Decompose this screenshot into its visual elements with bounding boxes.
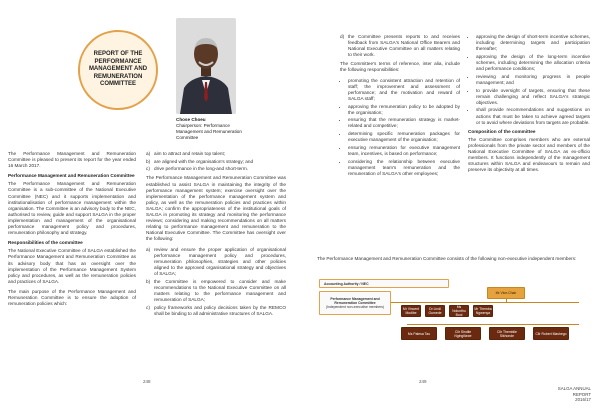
chairperson-photo bbox=[176, 18, 236, 114]
committee-box: Performance Management and Remuneration Committee (Independent non-executive members) bbox=[319, 291, 391, 315]
page-number-left: 248 bbox=[143, 379, 151, 384]
list-item: • approving the design of the long-term incentive schemes, including determining the allocation criteria and performance conditions; bbox=[476, 54, 590, 72]
right-column-2 bbox=[468, 34, 590, 177]
list-item: d) the Committee presents reports to and receives feedback from SALGA's National Office Bearers and National Executive Committee on all matters relating to their work. bbox=[340, 34, 460, 58]
member-box: Mr Vincent Modibe bbox=[402, 307, 420, 315]
list-item: • ensuring that the remuneration strategy is market-related and competitive; bbox=[348, 117, 460, 129]
list-item: • promoting the consistent attraction and retention of staff; the improvement and assessment of performance; and the motivation and reward of SALGA staff; bbox=[348, 78, 460, 102]
perf-paragraph: The Performance Management and Remuneration Committee is a sub-committee of the National Executive Committee (NEC) and it supports implementation and institutionalisation of performance management within the organisation. The Committee is an advisory body to the NEC, authorised to review, guide and support SALGA in the proper implementation and management of the organisational performance management policy and procedures, remuneration philosophy and strategy. bbox=[8, 181, 136, 236]
list-item: • ensuring remuneration for executive management team, incentives, is based on performance; bbox=[348, 145, 460, 157]
list-item: • shall provide recommendations and suggestions on actions that must be taken to achieve agreed targets or to avoid where deviations from targets are probable. bbox=[476, 107, 590, 125]
list-item: c) policy frameworks and policy decisions taken by the REMCO shall be binding to all administrative structures of SALGA. bbox=[146, 304, 286, 316]
composition-heading: Composition of the committee bbox=[468, 128, 536, 134]
structure-paragraph: The Performance Management and Remuneration Committee consists of the following non-executive independent members: bbox=[317, 256, 577, 261]
perf-heading: Performance Management and Remuneration Committee bbox=[8, 173, 135, 179]
list-item: a) review and ensure the proper application of organisational performance management policy and procedures, remuneration philosophies, strategies and other policies aligned to the approved organisational strategy and objectives of SALGA; bbox=[146, 246, 286, 276]
list-item: • determining specific remuneration packages for executive management of the organisation; bbox=[348, 131, 460, 143]
vice-chair-box: Mr Vice-Chair bbox=[487, 287, 525, 299]
intro-paragraph: The Performance Management and Remuneration Committee is pleased to present its report for the year ended 16 March 2017. bbox=[8, 151, 136, 169]
left-column-2 bbox=[146, 151, 286, 320]
right-page bbox=[300, 0, 600, 416]
member-box: Cllr Robert Mashego bbox=[533, 327, 569, 340]
list-item: • considering the relationship between executive management team's remuneration and the remuneration of SALGA's other employees; bbox=[348, 159, 460, 177]
establishment-paragraph: The Performance Management and Remuneration Committee was established to assist SALGA in maintaining the integrity of the performance management system; exercise oversight over the implementation of the performance management system and policy, as well as the remuneration policies and practices within SALGA; confirm the appropriateness of the institutional goals of SALGA in promoting its strategy and monitoring the performance reviews; considering and making recommendations on all matters relating to performance management and remuneration to the National Executive Committee. The Committee has oversight over the following: bbox=[146, 175, 286, 242]
report-title-callout bbox=[78, 30, 158, 110]
member-box: Cllr Sindile Ngingilizwe bbox=[445, 327, 481, 340]
composition-paragraph: The Committee comprises members who are external professionals from the private sector and members of the National Executive Committee of SALGA as ex-officio members. It functions independently of the management structures within SALGA and endeavours to remain and preserve its objectivity at all times. bbox=[468, 136, 590, 173]
oversight-list-continued bbox=[340, 34, 460, 58]
oversight-list bbox=[146, 247, 286, 317]
member-box: Mr Themba Ngwenya bbox=[474, 307, 492, 315]
terms-bullets-continued bbox=[468, 34, 590, 126]
list-item: • reviewing and monitoring progress in people management; and bbox=[476, 74, 590, 86]
terms-bullets bbox=[340, 78, 460, 177]
chairperson-name: Chose Choeu bbox=[176, 117, 206, 122]
policy-aims-list bbox=[146, 151, 286, 172]
list-item: b) the Committee is empowered to consider and make recommendations to the National Executive Committee on all matters relating to the performance management and remuneration of SALGA; bbox=[146, 278, 286, 302]
list-item: b) are aligned with the organisation's strategy; and bbox=[146, 158, 254, 164]
portrait-image bbox=[176, 18, 236, 114]
list-item: • approving the design of short-term incentive schemes, including determining targets and participation thereafter; bbox=[476, 34, 590, 52]
report-brand bbox=[547, 386, 591, 403]
structure-intro bbox=[317, 256, 589, 266]
responsibilities-paragraph-2: The main purpose of the Performance Management and Remuneration Committee is to ensure the adoption of remuneration policies which: bbox=[8, 288, 136, 307]
member-box: Ms Nolunthu Booi bbox=[449, 305, 469, 317]
responsibilities-heading: Responsibilities of the committee bbox=[8, 240, 83, 246]
page-number-right: 249 bbox=[419, 379, 427, 384]
right-column-1 bbox=[340, 34, 460, 180]
list-item: • approving the remuneration policy to be adopted by the organisation; bbox=[348, 104, 460, 116]
list-item: a) aim to attract and retain top talent; bbox=[146, 151, 226, 156]
committee-structure-diagram bbox=[317, 277, 592, 343]
list-item: c) drive performance in the long-and short-term. bbox=[146, 166, 249, 172]
member-box: Ms Palesa Tau bbox=[401, 327, 437, 340]
terms-paragraph: The Committee's terms of reference, inter alia, include the following responsibilities: bbox=[340, 61, 460, 73]
photo-caption bbox=[176, 117, 256, 141]
member-box: Dr Lindi Gumede bbox=[425, 305, 445, 317]
responsibilities-paragraph-1: The National Executive Committee of SALGA established the Performance Management and Remuneration Committee as its advisory body that has an oversight over the implementation of the Performance Management System policy and procedures, as well as the remuneration policies and practices of SALGA. bbox=[8, 248, 136, 284]
brand-line-1: SALGA ANNUAL REPORT bbox=[557, 386, 591, 397]
brand-line-2: 2016/17 bbox=[575, 397, 591, 403]
left-column-1 bbox=[8, 151, 136, 311]
chairperson-role: Chairperson: Performance Management and Remuneration Committee bbox=[176, 123, 242, 140]
list-item: • to provide oversight of targets, ensuring that these remain challenging and reflect SALGA's strategic objectives. bbox=[476, 88, 590, 106]
report-title: REPORT OF THE PERFORMANCE MANAGEMENT AND REMUNERATION COMMITTEE bbox=[88, 51, 148, 88]
accounting-authority-box: Accounting Authority / NEC bbox=[319, 279, 449, 288]
member-box: Cllr Thembile Sikhonde bbox=[489, 327, 525, 340]
